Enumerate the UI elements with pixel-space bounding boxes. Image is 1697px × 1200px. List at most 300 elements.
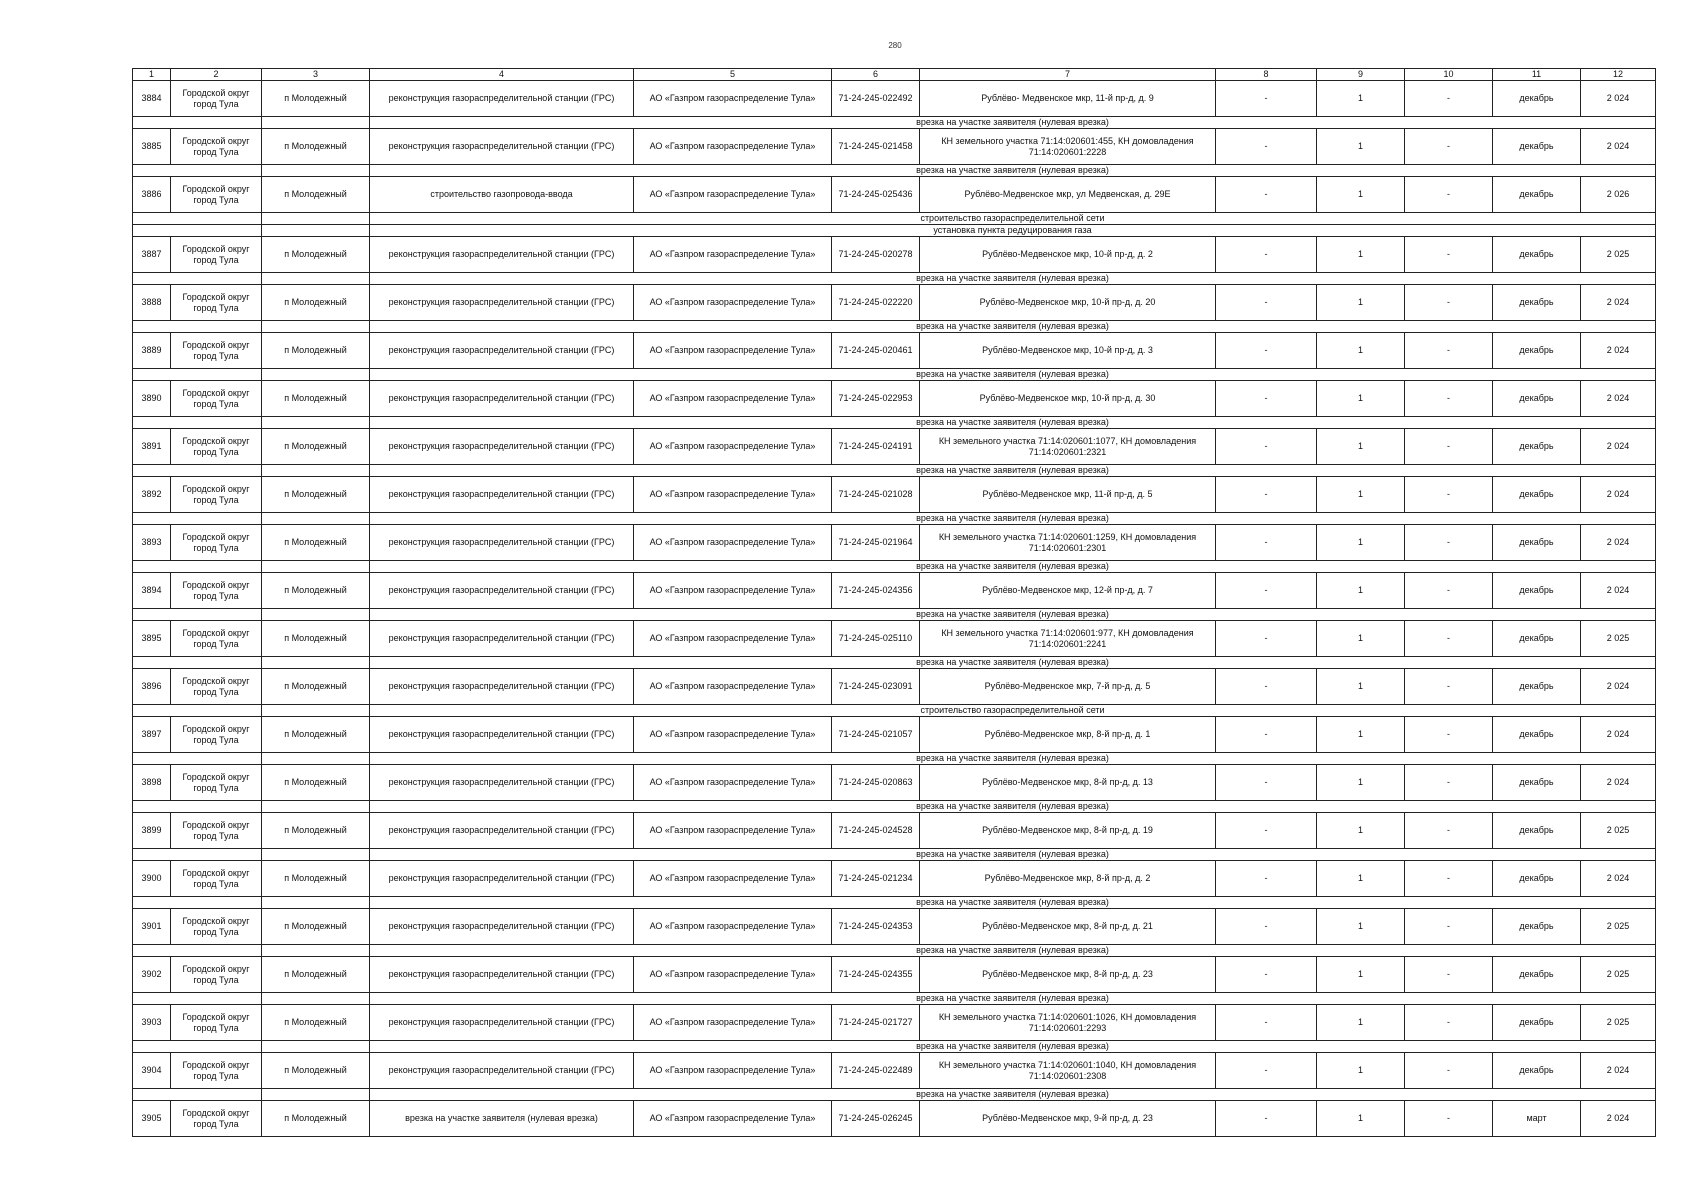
table-row [133,477,1656,513]
table-row [133,237,1656,273]
sub-row-blank [133,945,262,957]
organization-cell: АО «Газпром газораспределение Тула» [634,129,832,165]
application-code-cell: 71-24-245-022953 [832,381,920,417]
column-8-cell: - [1216,477,1317,513]
settlement-cell: п Молодежный [262,573,370,609]
sub-row-blank [133,657,262,669]
column-10-cell: - [1405,525,1493,561]
sub-row-blank [262,1041,370,1053]
month-cell: декабрь [1493,333,1581,369]
column-8-cell: - [1216,429,1317,465]
table-row [133,957,1656,993]
sub-work-description: врезка на участке заявителя (нулевая врезка) [370,321,1656,333]
page-number: 280 [888,41,902,50]
table-row [133,285,1656,321]
organization-cell: АО «Газпром газораспределение Тула» [634,669,832,705]
sub-work-row [133,609,1656,621]
column-9-cell: 1 [1317,129,1405,165]
column-10-cell: - [1405,957,1493,993]
sub-row-blank [133,609,262,621]
sub-work-row [133,945,1656,957]
sub-work-description: врезка на участке заявителя (нулевая врезка) [370,165,1656,177]
sub-row-blank [133,213,262,225]
address-cell: Рублёво-Медвенское мкр, 10-й пр-д, д. 2 [920,237,1216,273]
settlement-cell: п Молодежный [262,621,370,657]
column-10-cell: - [1405,285,1493,321]
sub-row-blank [133,897,262,909]
sub-work-description: врезка на участке заявителя (нулевая врезка) [370,117,1656,129]
organization-cell: АО «Газпром газораспределение Тула» [634,573,832,609]
row-number: 3891 [133,429,171,465]
sub-row-blank [262,897,370,909]
column-10-cell: - [1405,1005,1493,1041]
sub-row-blank [262,849,370,861]
row-number: 3892 [133,477,171,513]
column-9-cell: 1 [1317,957,1405,993]
sub-work-row [133,993,1656,1005]
organization-cell: АО «Газпром газораспределение Тула» [634,285,832,321]
address-cell: Рублёво-Медвенское мкр, 9-й пр-д, д. 23 [920,1101,1216,1137]
organization-cell: АО «Газпром газораспределение Тула» [634,429,832,465]
address-cell: Рублёво-Медвенское мкр, ул Медвенская, д. 29Е [920,177,1216,213]
application-code-cell: 71-24-245-020278 [832,237,920,273]
column-8-cell: - [1216,717,1317,753]
organization-cell: АО «Газпром газораспределение Тула» [634,381,832,417]
year-cell: 2 025 [1581,621,1656,657]
district-cell: Городской округ город Тула [171,861,262,897]
work-type-cell: реконструкция газораспределительной станции (ГРС) [370,909,634,945]
settlement-cell: п Молодежный [262,909,370,945]
sub-row-blank [133,801,262,813]
sub-row-blank [262,465,370,477]
column-number-11: 11 [1493,69,1581,81]
month-cell: декабрь [1493,861,1581,897]
column-9-cell: 1 [1317,1053,1405,1089]
work-type-cell: реконструкция газораспределительной станции (ГРС) [370,717,634,753]
table-row [133,861,1656,897]
table-row [133,1005,1656,1041]
column-number-9: 9 [1317,69,1405,81]
sub-work-description: врезка на участке заявителя (нулевая врезка) [370,561,1656,573]
row-number: 3887 [133,237,171,273]
work-type-cell: реконструкция газораспределительной станции (ГРС) [370,237,634,273]
column-10-cell: - [1405,909,1493,945]
column-8-cell: - [1216,909,1317,945]
district-cell: Городской округ город Тула [171,669,262,705]
column-9-cell: 1 [1317,81,1405,117]
table-row [133,717,1656,753]
sub-work-description: врезка на участке заявителя (нулевая врезка) [370,849,1656,861]
settlement-cell: п Молодежный [262,1053,370,1089]
district-cell: Городской округ город Тула [171,1101,262,1137]
row-number: 3893 [133,525,171,561]
row-number: 3905 [133,1101,171,1137]
sub-work-row [133,465,1656,477]
year-cell: 2 024 [1581,525,1656,561]
organization-cell: АО «Газпром газораспределение Тула» [634,1005,832,1041]
application-code-cell: 71-24-245-021727 [832,1005,920,1041]
settlement-cell: п Молодежный [262,177,370,213]
application-code-cell: 71-24-245-024528 [832,813,920,849]
district-cell: Городской округ город Тула [171,765,262,801]
month-cell: декабрь [1493,813,1581,849]
table-row [133,669,1656,705]
month-cell: декабрь [1493,177,1581,213]
column-10-cell: - [1405,765,1493,801]
year-cell: 2 024 [1581,1101,1656,1137]
sub-work-row [133,369,1656,381]
district-cell: Городской округ город Тула [171,333,262,369]
address-cell: КН земельного участка 71:14:020601:1040, КН домовладения 71:14:020601:2308 [920,1053,1216,1089]
sub-row-blank [262,273,370,285]
address-cell: Рублёво-Медвенское мкр, 7-й пр-д, д. 5 [920,669,1216,705]
month-cell: декабрь [1493,81,1581,117]
sub-row-blank [262,993,370,1005]
year-cell: 2 024 [1581,129,1656,165]
column-8-cell: - [1216,957,1317,993]
district-cell: Городской округ город Тула [171,813,262,849]
sub-row-blank [133,1089,262,1101]
row-number: 3897 [133,717,171,753]
application-code-cell: 71-24-245-021028 [832,477,920,513]
row-number: 3895 [133,621,171,657]
table-row [133,177,1656,213]
address-cell: КН земельного участка 71:14:020601:977, КН домовладения 71:14:020601:2241 [920,621,1216,657]
sub-work-description: врезка на участке заявителя (нулевая врезка) [370,513,1656,525]
sub-work-row [133,321,1656,333]
work-type-cell: реконструкция газораспределительной станции (ГРС) [370,285,634,321]
sub-work-row [133,753,1656,765]
column-8-cell: - [1216,333,1317,369]
work-type-cell: реконструкция газораспределительной станции (ГРС) [370,429,634,465]
district-cell: Городской округ город Тула [171,621,262,657]
sub-row-blank [133,561,262,573]
sub-work-row [133,897,1656,909]
application-code-cell: 71-24-245-023091 [832,669,920,705]
row-number: 3899 [133,813,171,849]
year-cell: 2 024 [1581,861,1656,897]
sub-work-description: врезка на участке заявителя (нулевая врезка) [370,801,1656,813]
settlement-cell: п Молодежный [262,717,370,753]
column-9-cell: 1 [1317,333,1405,369]
column-10-cell: - [1405,621,1493,657]
month-cell: декабрь [1493,1005,1581,1041]
district-cell: Городской округ город Тула [171,129,262,165]
column-10-cell: - [1405,717,1493,753]
column-number-row [133,69,1656,81]
sub-row-blank [262,369,370,381]
sub-work-description: врезка на участке заявителя (нулевая врезка) [370,993,1656,1005]
table-row [133,129,1656,165]
column-9-cell: 1 [1317,177,1405,213]
address-cell: Рублёво-Медвенское мкр, 10-й пр-д, д. 30 [920,381,1216,417]
year-cell: 2 025 [1581,957,1656,993]
settlement-cell: п Молодежный [262,381,370,417]
column-8-cell: - [1216,285,1317,321]
sub-work-description: врезка на участке заявителя (нулевая врезка) [370,945,1656,957]
organization-cell: АО «Газпром газораспределение Тула» [634,1101,832,1137]
column-number-5: 5 [634,69,832,81]
sub-row-blank [133,165,262,177]
work-type-cell: реконструкция газораспределительной станции (ГРС) [370,129,634,165]
district-cell: Городской округ город Тула [171,237,262,273]
table-row [133,429,1656,465]
work-type-cell: реконструкция газораспределительной станции (ГРС) [370,525,634,561]
column-10-cell: - [1405,333,1493,369]
sub-work-description: врезка на участке заявителя (нулевая врезка) [370,1089,1656,1101]
application-code-cell: 71-24-245-024353 [832,909,920,945]
sub-row-blank [133,705,262,717]
year-cell: 2 025 [1581,909,1656,945]
organization-cell: АО «Газпром газораспределение Тула» [634,525,832,561]
row-number: 3902 [133,957,171,993]
sub-row-blank [262,321,370,333]
sub-row-blank [262,561,370,573]
column-10-cell: - [1405,813,1493,849]
address-cell: КН земельного участка 71:14:020601:1259, КН домовладения 71:14:020601:2301 [920,525,1216,561]
organization-cell: АО «Газпром газораспределение Тула» [634,909,832,945]
construction-schedule-table [132,68,1656,1137]
sub-work-row [133,1089,1656,1101]
month-cell: декабрь [1493,237,1581,273]
sub-row-blank [133,273,262,285]
address-cell: Рублёво-Медвенское мкр, 10-й пр-д, д. 3 [920,333,1216,369]
month-cell: декабрь [1493,129,1581,165]
application-code-cell: 71-24-245-025436 [832,177,920,213]
organization-cell: АО «Газпром газораспределение Тула» [634,81,832,117]
organization-cell: АО «Газпром газораспределение Тула» [634,861,832,897]
organization-cell: АО «Газпром газораспределение Тула» [634,717,832,753]
address-cell: Рублёво-Медвенское мкр, 8-й пр-д, д. 21 [920,909,1216,945]
month-cell: декабрь [1493,573,1581,609]
year-cell: 2 024 [1581,573,1656,609]
application-code-cell: 71-24-245-020461 [832,333,920,369]
column-9-cell: 1 [1317,909,1405,945]
district-cell: Городской округ город Тула [171,717,262,753]
column-10-cell: - [1405,573,1493,609]
sub-row-blank [262,165,370,177]
year-cell: 2 024 [1581,81,1656,117]
column-8-cell: - [1216,813,1317,849]
work-type-cell: реконструкция газораспределительной станции (ГРС) [370,957,634,993]
table-row [133,909,1656,945]
year-cell: 2 024 [1581,717,1656,753]
district-cell: Городской округ город Тула [171,429,262,465]
sub-row-blank [262,753,370,765]
sub-row-blank [262,657,370,669]
column-8-cell: - [1216,525,1317,561]
district-cell: Городской округ город Тула [171,909,262,945]
sub-work-row [133,213,1656,225]
sub-work-row [133,561,1656,573]
address-cell: Рублёво- Медвенское мкр, 11-й пр-д, д. 9 [920,81,1216,117]
address-cell: Рублёво-Медвенское мкр, 10-й пр-д, д. 20 [920,285,1216,321]
district-cell: Городской округ город Тула [171,1005,262,1041]
year-cell: 2 024 [1581,429,1656,465]
district-cell: Городской округ город Тула [171,477,262,513]
sub-work-description: врезка на участке заявителя (нулевая врезка) [370,657,1656,669]
sub-work-description: врезка на участке заявителя (нулевая врезка) [370,465,1656,477]
column-10-cell: - [1405,381,1493,417]
column-number-12: 12 [1581,69,1656,81]
sub-row-blank [133,753,262,765]
column-number-7: 7 [920,69,1216,81]
work-type-cell: реконструкция газораспределительной станции (ГРС) [370,477,634,513]
work-type-cell: реконструкция газораспределительной станции (ГРС) [370,1005,634,1041]
column-9-cell: 1 [1317,1005,1405,1041]
district-cell: Городской округ город Тула [171,285,262,321]
column-9-cell: 1 [1317,621,1405,657]
row-number: 3904 [133,1053,171,1089]
year-cell: 2 025 [1581,813,1656,849]
sub-work-row [133,849,1656,861]
settlement-cell: п Молодежный [262,1005,370,1041]
column-8-cell: - [1216,237,1317,273]
settlement-cell: п Молодежный [262,669,370,705]
settlement-cell: п Молодежный [262,81,370,117]
column-9-cell: 1 [1317,813,1405,849]
column-9-cell: 1 [1317,237,1405,273]
work-type-cell: реконструкция газораспределительной станции (ГРС) [370,621,634,657]
work-type-cell: реконструкция газораспределительной станции (ГРС) [370,669,634,705]
sub-work-row [133,225,1656,237]
sub-work-description: врезка на участке заявителя (нулевая врезка) [370,897,1656,909]
column-8-cell: - [1216,765,1317,801]
row-number: 3894 [133,573,171,609]
organization-cell: АО «Газпром газораспределение Тула» [634,237,832,273]
application-code-cell: 71-24-245-022489 [832,1053,920,1089]
column-8-cell: - [1216,381,1317,417]
district-cell: Городской округ город Тула [171,573,262,609]
row-number: 3901 [133,909,171,945]
column-number-10: 10 [1405,69,1493,81]
settlement-cell: п Молодежный [262,1101,370,1137]
settlement-cell: п Молодежный [262,957,370,993]
work-type-cell: реконструкция газораспределительной станции (ГРС) [370,813,634,849]
sub-work-row [133,705,1656,717]
sub-row-blank [262,801,370,813]
sub-work-row [133,417,1656,429]
address-cell: Рублёво-Медвенское мкр, 12-й пр-д, д. 7 [920,573,1216,609]
column-8-cell: - [1216,573,1317,609]
column-10-cell: - [1405,177,1493,213]
work-type-cell: реконструкция газораспределительной станции (ГРС) [370,381,634,417]
application-code-cell: 71-24-245-026245 [832,1101,920,1137]
column-8-cell: - [1216,1101,1317,1137]
sub-row-blank [133,993,262,1005]
month-cell: декабрь [1493,621,1581,657]
sub-row-blank [262,513,370,525]
address-cell: Рублёво-Медвенское мкр, 8-й пр-д, д. 13 [920,765,1216,801]
month-cell: декабрь [1493,429,1581,465]
column-number-4: 4 [370,69,634,81]
month-cell: декабрь [1493,669,1581,705]
table-row [133,573,1656,609]
settlement-cell: п Молодежный [262,237,370,273]
organization-cell: АО «Газпром газораспределение Тула» [634,477,832,513]
year-cell: 2 024 [1581,381,1656,417]
table-row [133,381,1656,417]
column-10-cell: - [1405,1101,1493,1137]
column-9-cell: 1 [1317,1101,1405,1137]
column-8-cell: - [1216,1005,1317,1041]
sub-work-row [133,801,1656,813]
settlement-cell: п Молодежный [262,813,370,849]
month-cell: март [1493,1101,1581,1137]
work-type-cell: врезка на участке заявителя (нулевая врезка) [370,1101,634,1137]
address-cell: Рублёво-Медвенское мкр, 8-й пр-д, д. 1 [920,717,1216,753]
column-8-cell: - [1216,81,1317,117]
settlement-cell: п Молодежный [262,477,370,513]
sub-row-blank [262,417,370,429]
row-number: 3896 [133,669,171,705]
month-cell: декабрь [1493,477,1581,513]
column-number-3: 3 [262,69,370,81]
year-cell: 2 024 [1581,477,1656,513]
column-8-cell: - [1216,1053,1317,1089]
month-cell: декабрь [1493,957,1581,993]
sub-work-description: строительство газораспределительной сети [370,213,1656,225]
application-code-cell: 71-24-245-025110 [832,621,920,657]
application-code-cell: 71-24-245-022220 [832,285,920,321]
settlement-cell: п Молодежный [262,285,370,321]
year-cell: 2 026 [1581,177,1656,213]
column-8-cell: - [1216,129,1317,165]
work-type-cell: реконструкция газораспределительной станции (ГРС) [370,765,634,801]
month-cell: декабрь [1493,381,1581,417]
column-9-cell: 1 [1317,717,1405,753]
column-9-cell: 1 [1317,381,1405,417]
table-row [133,525,1656,561]
application-code-cell: 71-24-245-021458 [832,129,920,165]
sub-work-row [133,657,1656,669]
column-8-cell: - [1216,669,1317,705]
year-cell: 2 024 [1581,765,1656,801]
application-code-cell: 71-24-245-024191 [832,429,920,465]
column-number-1: 1 [133,69,171,81]
application-code-cell: 71-24-245-024356 [832,573,920,609]
application-code-cell: 71-24-245-021234 [832,861,920,897]
month-cell: декабрь [1493,909,1581,945]
column-10-cell: - [1405,1053,1493,1089]
settlement-cell: п Молодежный [262,333,370,369]
table-row [133,333,1656,369]
work-type-cell: строительство газопровода-ввода [370,177,634,213]
work-type-cell: реконструкция газораспределительной станции (ГРС) [370,573,634,609]
column-number-2: 2 [171,69,262,81]
address-cell: Рублёво-Медвенское мкр, 8-й пр-д, д. 19 [920,813,1216,849]
sub-work-description: врезка на участке заявителя (нулевая врезка) [370,753,1656,765]
table-row [133,1053,1656,1089]
column-9-cell: 1 [1317,429,1405,465]
sub-row-blank [133,117,262,129]
address-cell: КН земельного участка 71:14:020601:455, КН домовладения 71:14:020601:2228 [920,129,1216,165]
column-number-6: 6 [832,69,920,81]
table-body [133,69,1656,1137]
work-type-cell: реконструкция газораспределительной станции (ГРС) [370,81,634,117]
organization-cell: АО «Газпром газораспределение Тула» [634,957,832,993]
organization-cell: АО «Газпром газораспределение Тула» [634,621,832,657]
sub-row-blank [133,321,262,333]
month-cell: декабрь [1493,765,1581,801]
address-cell: Рублёво-Медвенское мкр, 8-й пр-д, д. 2 [920,861,1216,897]
month-cell: декабрь [1493,717,1581,753]
sub-row-blank [133,225,262,237]
row-number: 3885 [133,129,171,165]
district-cell: Городской округ город Тула [171,525,262,561]
table-row [133,1101,1656,1137]
sub-work-description: врезка на участке заявителя (нулевая врезка) [370,417,1656,429]
